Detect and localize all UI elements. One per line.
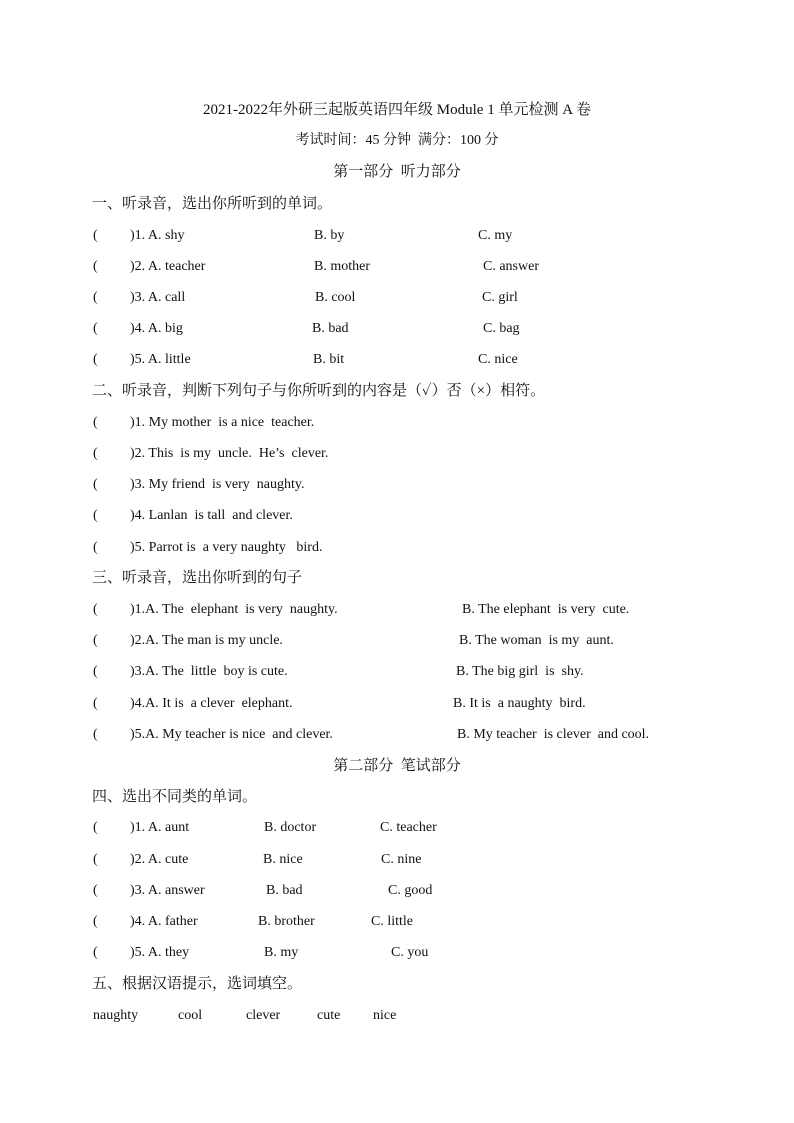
question-text: )5. Parrot is a very naughty bird.	[130, 540, 323, 555]
question-option-a: )4. A. father	[130, 914, 198, 929]
answer-paren[interactable]: (	[93, 477, 98, 492]
question-option-c: C. my	[478, 228, 513, 243]
question-option-c: C. answer	[483, 259, 539, 274]
question-option-a: )3. A. call	[130, 290, 186, 305]
question-option-b: B. by	[314, 228, 345, 243]
answer-paren[interactable]: (	[93, 259, 98, 274]
answer-paren[interactable]: (	[93, 696, 98, 711]
question-option-c: C. nice	[478, 352, 518, 367]
question-option-c: C. bag	[483, 321, 520, 336]
question-option-a: )1. A. aunt	[130, 820, 190, 835]
answer-paren[interactable]: (	[93, 228, 98, 243]
word-bank-item: naughty	[93, 1008, 139, 1023]
question-option-c: C. you	[391, 945, 429, 960]
question-option-a: )5. A. little	[130, 352, 191, 367]
word-bank-item: nice	[373, 1008, 397, 1023]
question-option-a: )2.A. The man is my uncle.	[130, 633, 283, 648]
question-option-b: B. doctor	[264, 820, 317, 835]
question-text: )2. This is my uncle. He’s clever.	[130, 446, 329, 461]
section-2-heading: 二、听录音，判断下列句子与你所听到的内容是（✓）否（×）相符。	[92, 383, 546, 399]
answer-paren[interactable]: (	[93, 321, 98, 336]
question-option-b: B. nice	[263, 852, 303, 867]
question-option-b: B. bad	[312, 321, 349, 336]
page-title: 2021-2022年外研三起版英语四年级 Module 1 单元检测 A 卷	[203, 102, 591, 118]
answer-paren[interactable]: (	[93, 664, 98, 679]
question-option-b: B. brother	[258, 914, 315, 929]
question-option-c: C. little	[371, 914, 413, 929]
question-option-b: B. The elephant is very cute.	[462, 602, 630, 617]
question-option-a: )5. A. they	[130, 945, 190, 960]
question-option-a: )4.A. It is a clever elephant.	[130, 696, 293, 711]
question-option-a: )1.A. The elephant is very naughty.	[130, 602, 338, 617]
answer-paren[interactable]: (	[93, 820, 98, 835]
answer-paren[interactable]: (	[93, 633, 98, 648]
question-option-b: B. The big girl is shy.	[456, 664, 584, 679]
question-option-b: B. The woman is my aunt.	[459, 633, 614, 648]
question-text: )3. My friend is very naughty.	[130, 477, 305, 492]
answer-paren[interactable]: (	[93, 945, 98, 960]
part-one-heading: 第一部分 听力部分	[333, 164, 461, 180]
word-bank-item: cute	[317, 1008, 341, 1023]
question-option-c: C. girl	[482, 290, 518, 305]
question-option-a: )2. A. cute	[130, 852, 189, 867]
answer-paren[interactable]: (	[93, 727, 98, 742]
question-option-a: )3.A. The little boy is cute.	[130, 664, 288, 679]
question-text: )4. Lanlan is tall and clever.	[130, 508, 293, 523]
question-option-a: )3. A. answer	[130, 883, 205, 898]
question-option-b: B. mother	[314, 259, 370, 274]
answer-paren[interactable]: (	[93, 852, 98, 867]
question-option-b: B. bad	[266, 883, 303, 898]
part-two-heading: 第二部分 笔试部分	[333, 758, 461, 774]
answer-paren[interactable]: (	[93, 415, 98, 430]
section-1-heading: 一、听录音，选出你所听到的单词。	[92, 196, 333, 212]
exam-info: 考试时间：45 分钟 满分：100 分	[295, 133, 499, 148]
section-5-heading: 五、根据汉语提示，选词填空。	[92, 976, 303, 992]
question-option-c: C. teacher	[380, 820, 437, 835]
word-bank-item: cool	[178, 1008, 203, 1023]
answer-paren[interactable]: (	[93, 446, 98, 461]
section-3-heading: 三、听录音，选出你听到的句子	[92, 570, 303, 586]
answer-paren[interactable]: (	[93, 883, 98, 898]
section-4-heading: 四、选出不同类的单词。	[92, 789, 258, 805]
question-text: )1. My mother is a nice teacher.	[130, 415, 315, 430]
question-option-b: B. It is a naughty bird.	[453, 696, 586, 711]
question-option-a: )2. A. teacher	[130, 259, 206, 274]
question-option-a: )1. A. shy	[130, 228, 185, 243]
answer-paren[interactable]: (	[93, 602, 98, 617]
question-option-b: B. my	[264, 945, 299, 960]
answer-paren[interactable]: (	[93, 290, 98, 305]
word-bank-item: clever	[246, 1008, 281, 1023]
answer-paren[interactable]: (	[93, 352, 98, 367]
question-option-c: C. good	[388, 883, 433, 898]
question-option-b: B. My teacher is clever and cool.	[457, 727, 650, 742]
answer-paren[interactable]: (	[93, 914, 98, 929]
question-option-c: C. nine	[381, 852, 422, 867]
answer-paren[interactable]: (	[93, 508, 98, 523]
question-option-b: B. cool	[315, 290, 356, 305]
question-option-b: B. bit	[313, 352, 345, 367]
question-option-a: )4. A. big	[130, 321, 183, 336]
answer-paren[interactable]: (	[93, 540, 98, 555]
question-option-a: )5.A. My teacher is nice and clever.	[130, 727, 333, 742]
